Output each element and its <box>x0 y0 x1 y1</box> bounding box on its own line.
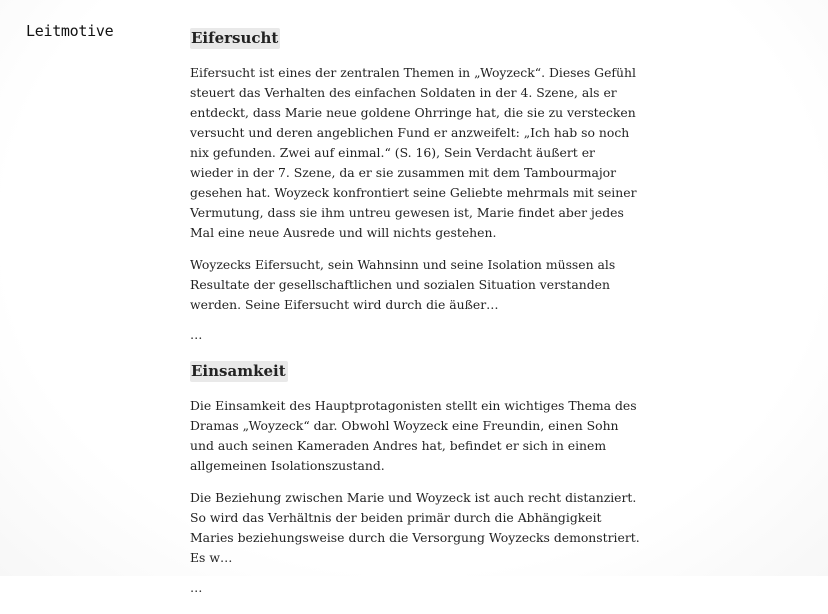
paragraph: Woyzecks Eifersucht, sein Wahnsinn und seine Isolation müssen als Resultate der gesellschaftlichen und sozialen Situation verstanden werden. Seine Eifersucht wird durch die äußer… <box>190 257 616 312</box>
ellipsis-text: … <box>190 580 203 595</box>
section-heading: Eifersucht <box>191 29 279 47</box>
section-heading: Einsamkeit <box>191 362 286 380</box>
document-content <box>190 28 640 614</box>
sidebar-label: Leitmotive <box>26 22 114 40</box>
paragraph: Eifersucht ist eines der zentralen Themen in „Woyzeck“. Dieses Gefühl steuert das Verhalten des einfachen Soldaten in der 4. Szene, als er entdeckt, dass Marie neue goldene Ohrringe hat, die sie zu verstecken versucht und deren angeblichen Fund er anzweifelt: „Ich hab so noch nix gefunden. Zwei auf einmal.“ (S. 16), Sein Verdacht äußert er wieder in der 7. Szene, da er sie zusammen mit dem Tambourmajor gesehen hat. Woyzeck konfrontiert seine Geliebte mehrmals mit seiner Vermutung, dass sie ihm untreu gewesen ist, Marie findet aber jedes Mal eine neue Ausrede und will nichts gestehen. <box>190 65 637 240</box>
ellipsis-text: … <box>190 327 203 342</box>
section-einsamkeit <box>190 361 640 596</box>
section-eifersucht <box>190 28 640 343</box>
paragraph: Die Einsamkeit des Hauptprotagonisten stellt ein wichtiges Thema des Dramas „Woyzeck“ dar. Obwohl Woyzeck eine Freundin, einen Sohn und auch seinen Kameraden Andres hat, befindet er sich in einem allgemeinen Isolationszustand. <box>190 398 637 473</box>
paragraph: Die Beziehung zwischen Marie und Woyzeck ist auch recht distanziert. So wird das Verhältnis der beiden primär durch die Abhängigkeit Maries beziehungsweise durch die Versorgung Woyzecks demonstriert. Es w… <box>190 490 640 565</box>
